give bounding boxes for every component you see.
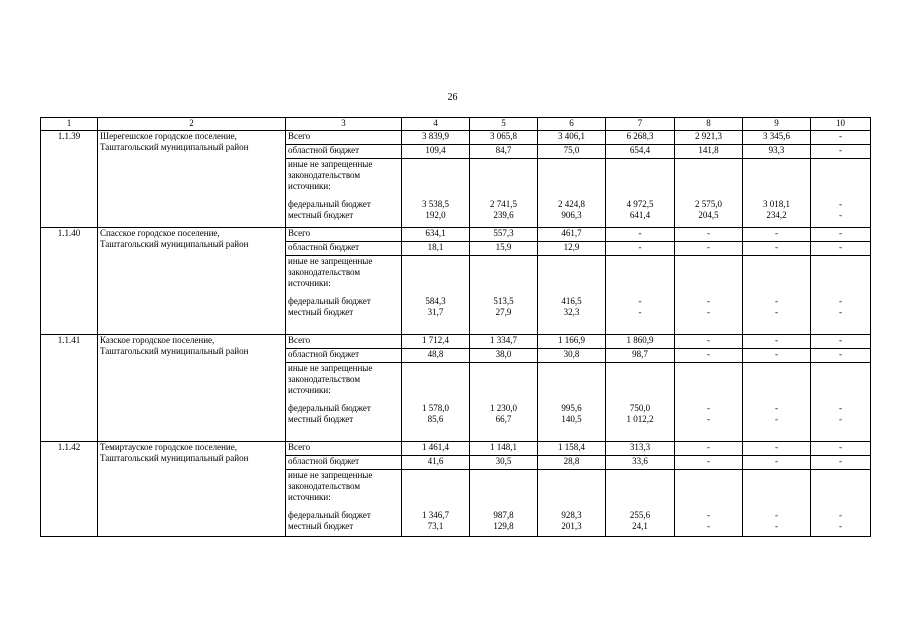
value-local: 641,4 [629, 210, 651, 220]
value-total: 2 921,3 [675, 131, 743, 145]
value-total: 1 334,7 [470, 335, 538, 349]
label-other-line: источники: [288, 492, 331, 502]
label-federal: федеральный бюджет [288, 403, 371, 413]
value-regional: 98,7 [606, 349, 675, 363]
value-federal: - [839, 296, 842, 306]
value-federal: - [839, 403, 842, 413]
value-regional: - [675, 242, 743, 256]
label-regional: областной бюджет [286, 242, 402, 256]
label-other-line: иные не запрещенные [288, 363, 373, 373]
value-local: - [775, 307, 778, 317]
value-local: 27,9 [495, 307, 512, 317]
value-total: 461,7 [538, 228, 606, 242]
value-federal: - [775, 296, 778, 306]
value-other [402, 256, 470, 335]
value-regional: 109,4 [402, 145, 470, 159]
value-regional: 84,7 [470, 145, 538, 159]
value-total: - [606, 228, 675, 242]
value-other [402, 470, 470, 537]
value-other [402, 159, 470, 228]
value-total: 3 065,8 [470, 131, 538, 145]
row-name [98, 335, 286, 442]
value-other [743, 256, 811, 335]
value-federal: - [839, 199, 842, 209]
value-regional: - [743, 456, 811, 470]
value-regional: 75,0 [538, 145, 606, 159]
value-total: 1 158,4 [538, 442, 606, 456]
value-local: - [839, 521, 842, 531]
row-name-line: Таштагольский муниципальный район [100, 453, 249, 463]
label-other-sources [286, 470, 402, 537]
section-total-row [41, 442, 871, 456]
value-local: - [638, 307, 642, 317]
value-regional: 30,8 [538, 349, 606, 363]
label-other-line: источники: [288, 385, 331, 395]
value-regional: - [811, 242, 871, 256]
row-code: 1.1.40 [41, 228, 98, 335]
section-total-row [41, 335, 871, 349]
value-federal: 3 538,5 [422, 199, 449, 209]
label-other-sources [286, 256, 402, 335]
value-federal: 3 018,1 [763, 199, 790, 209]
value-local: 31,7 [427, 307, 444, 317]
value-total: 3 839,9 [402, 131, 470, 145]
label-other-line: иные не запрещенные [288, 470, 373, 480]
value-federal: - [638, 296, 642, 306]
value-regional: - [743, 242, 811, 256]
value-local: 204,5 [698, 210, 719, 220]
value-local: 129,8 [493, 521, 514, 531]
value-regional: 38,0 [470, 349, 538, 363]
section-total-row [41, 228, 871, 242]
value-total: - [675, 442, 743, 456]
value-total: 3 406,1 [538, 131, 606, 145]
header-cell: 5 [470, 118, 538, 131]
value-local: - [707, 521, 710, 531]
value-total: 1 461,4 [402, 442, 470, 456]
value-regional: 12,9 [538, 242, 606, 256]
value-other [743, 470, 811, 537]
value-regional: 93,3 [743, 145, 811, 159]
value-local: - [707, 307, 710, 317]
value-other [538, 470, 606, 537]
value-regional: 654,4 [606, 145, 675, 159]
value-federal: - [775, 403, 778, 413]
value-other [402, 363, 470, 442]
value-other [470, 363, 538, 442]
label-other-line: законодательством [288, 170, 361, 180]
value-total: 313,3 [606, 442, 675, 456]
row-name-line: Таштагольский муниципальный район [100, 346, 249, 356]
value-local: 192,0 [425, 210, 446, 220]
row-code: 1.1.39 [41, 131, 98, 228]
row-name-line: Казское городское поселение, [100, 335, 215, 345]
row-name-line: Таштагольский муниципальный район [100, 239, 249, 249]
value-regional: - [743, 349, 811, 363]
value-local: 32,3 [563, 307, 580, 317]
header-cell: 1 [41, 118, 98, 131]
header-cell: 9 [743, 118, 811, 131]
value-regional: 141,8 [675, 145, 743, 159]
row-name-line: Таштагольский муниципальный район [100, 142, 249, 152]
value-local: 906,3 [561, 210, 582, 220]
value-federal: 2 575,0 [695, 199, 722, 209]
label-other-line: источники: [288, 278, 331, 288]
label-other-line: законодательством [288, 267, 361, 277]
value-regional: - [811, 145, 871, 159]
label-total: Всего [286, 335, 402, 349]
value-other [811, 470, 871, 537]
value-total: 634,1 [402, 228, 470, 242]
value-regional: 15,9 [470, 242, 538, 256]
value-federal: 1 230,0 [490, 403, 517, 413]
value-other [538, 256, 606, 335]
value-federal: 987,8 [493, 510, 514, 520]
page-number: 26 [447, 92, 458, 103]
value-federal: 928,3 [561, 510, 582, 520]
section-total-row [41, 131, 871, 145]
value-local: 234,2 [766, 210, 787, 220]
row-name-line: Шерегешское городское поселение, [100, 131, 237, 141]
value-local: - [775, 414, 778, 424]
value-total: 3 345,6 [743, 131, 811, 145]
value-other [675, 363, 743, 442]
value-federal: - [707, 403, 710, 413]
value-total: 557,3 [470, 228, 538, 242]
value-other [743, 363, 811, 442]
label-total: Всего [286, 131, 402, 145]
header-cell: 8 [675, 118, 743, 131]
row-name [98, 442, 286, 537]
label-other-sources [286, 363, 402, 442]
row-name [98, 131, 286, 228]
value-local: 201,3 [561, 521, 582, 531]
value-total: - [743, 442, 811, 456]
value-federal: 1 578,0 [422, 403, 449, 413]
label-regional: областной бюджет [286, 145, 402, 159]
header-cell: 7 [606, 118, 675, 131]
value-local: 24,1 [632, 521, 648, 531]
value-other [811, 256, 871, 335]
value-total: 6 268,3 [606, 131, 675, 145]
label-local: местный бюджет [288, 210, 354, 220]
label-local: местный бюджет [288, 521, 354, 531]
header-cell: 10 [811, 118, 871, 131]
value-other [470, 256, 538, 335]
value-total: - [811, 335, 871, 349]
value-local: - [775, 521, 778, 531]
label-other-sources [286, 159, 402, 228]
value-other [606, 256, 675, 335]
value-total: - [675, 335, 743, 349]
value-federal: - [775, 510, 778, 520]
value-regional: - [675, 456, 743, 470]
label-total: Всего [286, 228, 402, 242]
value-total: - [743, 228, 811, 242]
value-federal: 4 972,5 [626, 199, 654, 209]
header-cell: 3 [286, 118, 402, 131]
value-local: 66,7 [495, 414, 512, 424]
value-total: 1 148,1 [470, 442, 538, 456]
value-regional: 41,6 [402, 456, 470, 470]
value-federal: 750,0 [629, 403, 651, 413]
row-name-line: Спасское городское поселение, [100, 228, 220, 238]
header-row [41, 118, 871, 131]
label-federal: федеральный бюджет [288, 510, 371, 520]
value-regional: 30,5 [470, 456, 538, 470]
value-federal: 584,3 [425, 296, 446, 306]
label-federal: федеральный бюджет [288, 296, 371, 306]
value-local: 73,1 [427, 521, 444, 531]
budget-table [40, 117, 871, 537]
value-regional: - [606, 242, 675, 256]
value-local: - [707, 414, 710, 424]
label-other-line: законодательством [288, 374, 361, 384]
label-total: Всего [286, 442, 402, 456]
label-other-line: источники: [288, 181, 331, 191]
value-other [811, 159, 871, 228]
label-local: местный бюджет [288, 414, 354, 424]
value-total: 1 166,9 [538, 335, 606, 349]
label-federal: федеральный бюджет [288, 199, 371, 209]
value-other [811, 363, 871, 442]
label-other-line: иные не запрещенные [288, 159, 373, 169]
value-federal: 255,6 [629, 510, 651, 520]
value-total: - [811, 442, 871, 456]
value-federal: - [707, 296, 710, 306]
value-total: - [811, 131, 871, 145]
value-regional: - [811, 349, 871, 363]
header-cell: 4 [402, 118, 470, 131]
row-code: 1.1.42 [41, 442, 98, 537]
header-cell: 2 [98, 118, 286, 131]
value-regional: - [811, 456, 871, 470]
value-local: - [839, 307, 842, 317]
value-other [470, 159, 538, 228]
label-other-line: иные не запрещенные [288, 256, 373, 266]
value-local: 1 012,2 [626, 414, 654, 424]
value-federal: - [707, 510, 710, 520]
row-name [98, 228, 286, 335]
value-local: 140,5 [561, 414, 582, 424]
value-regional: 18,1 [402, 242, 470, 256]
value-federal: - [839, 510, 842, 520]
value-other [606, 159, 675, 228]
value-federal: 2 424,8 [558, 199, 585, 209]
row-name-line: Темиртауское городское поселение, [100, 442, 237, 452]
value-total: - [675, 228, 743, 242]
value-total: 1 860,9 [606, 335, 675, 349]
value-regional: - [675, 349, 743, 363]
value-other [675, 159, 743, 228]
value-other [470, 470, 538, 537]
header-cell: 6 [538, 118, 606, 131]
value-other [675, 470, 743, 537]
value-regional: 33,6 [606, 456, 675, 470]
label-regional: областной бюджет [286, 349, 402, 363]
value-federal: 1 346,7 [422, 510, 449, 520]
value-total: - [743, 335, 811, 349]
row-code: 1.1.41 [41, 335, 98, 442]
value-local: - [839, 414, 842, 424]
value-total: 1 712,4 [402, 335, 470, 349]
value-other [538, 363, 606, 442]
label-other-line: законодательством [288, 481, 361, 491]
value-federal: 995,6 [561, 403, 582, 413]
value-other [743, 159, 811, 228]
value-local: 85,6 [427, 414, 444, 424]
value-federal: 416,5 [561, 296, 582, 306]
value-other [606, 470, 675, 537]
value-local: - [839, 210, 842, 220]
value-regional: 48,8 [402, 349, 470, 363]
value-other [538, 159, 606, 228]
value-federal: 2 741,5 [490, 199, 517, 209]
value-local: 239,6 [493, 210, 514, 220]
value-total: - [811, 228, 871, 242]
value-other [606, 363, 675, 442]
label-local: местный бюджет [288, 307, 354, 317]
value-federal: 513,5 [493, 296, 514, 306]
value-regional: 28,8 [538, 456, 606, 470]
value-other [675, 256, 743, 335]
label-regional: областной бюджет [286, 456, 402, 470]
